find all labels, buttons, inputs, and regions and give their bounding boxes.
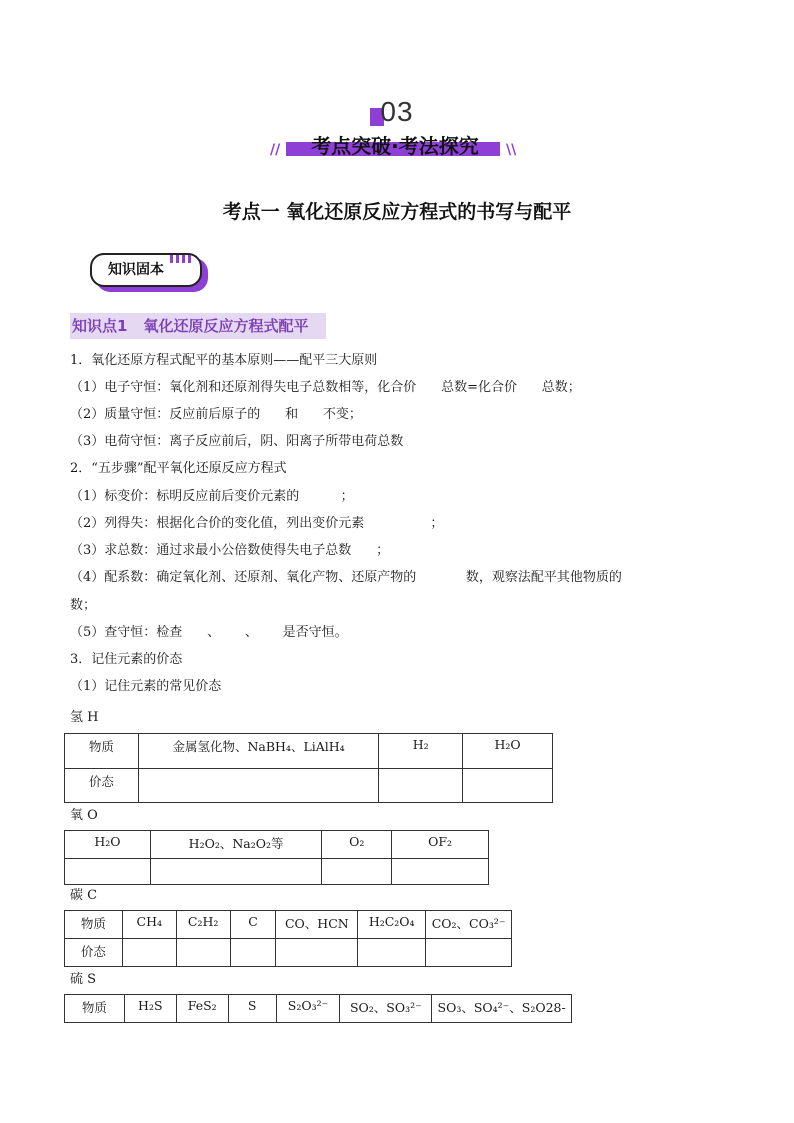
table-cell: 物质 <box>65 911 123 939</box>
table-cell <box>138 769 378 803</box>
table-cell: 金属氢化物、NaBH₄、LiAlH₄ <box>138 734 378 769</box>
element-label-sulfur: 硫 S <box>70 972 97 987</box>
banner-title: 考点突破·考法探究 <box>311 134 479 158</box>
body-line: 2．“五步骤”配平氧化还原反应方程式 <box>70 461 287 476</box>
body-line: （1）标变价：标明反应前后变价元素的 ； <box>70 489 354 504</box>
table-cell: CO₂、CO₃²⁻ <box>426 911 512 939</box>
table-cell <box>463 769 553 803</box>
table-cell: C₂H₂ <box>176 911 230 939</box>
table-cell: O₂ <box>322 831 392 859</box>
table-cell <box>150 859 322 885</box>
badge-ticks-icon <box>170 248 200 256</box>
table-cell: OF₂ <box>392 831 489 859</box>
oxygen-table <box>64 830 489 885</box>
body-line: 数； <box>70 598 97 613</box>
element-label-hydrogen: 氢 H <box>70 710 99 725</box>
banner-slash-right-icon: \\ <box>506 142 517 158</box>
element-label-carbon: 碳 C <box>70 888 98 903</box>
knowledge-point-number: 知识点1 <box>72 317 128 335</box>
table-cell <box>230 939 276 967</box>
table-cell <box>276 939 358 967</box>
body-line: （5）查守恒：检查 、 、 是否守恒。 <box>70 625 348 640</box>
table-cell: S₂O₃²⁻ <box>276 995 340 1023</box>
body-line: （1）电子守恒：氧化剂和还原剂得失电子总数相等，化合价 总数=化合价 总数； <box>70 380 581 395</box>
table-cell: 物质 <box>65 734 139 769</box>
carbon-table <box>64 910 512 967</box>
table-cell <box>322 859 392 885</box>
table-cell <box>392 859 489 885</box>
table-cell: H₂O <box>65 831 151 859</box>
body-line: （1）记住元素的常见价态 <box>70 679 222 694</box>
knowledge-point-title: 氧化还原反应方程式配平 <box>143 317 309 335</box>
banner-slash-left-icon: // <box>270 142 281 158</box>
table-cell: H₂ <box>379 734 463 769</box>
body-line: （2）列得失：根据化合价的变化值，列出变价元素 ； <box>70 516 444 531</box>
table-cell: H₂C₂O₄ <box>358 911 426 939</box>
body-line: 1．氧化还原方程式配平的基本原则——配平三大原则 <box>70 353 378 368</box>
table-cell: H₂O₂、Na₂O₂等 <box>150 831 322 859</box>
table-cell: CH₄ <box>122 911 176 939</box>
body-line: （3）电荷守恒：离子反应前后，阴、阳离子所带电荷总数 <box>70 434 404 449</box>
knowledge-point-heading <box>70 313 326 339</box>
table-cell: 价态 <box>65 769 139 803</box>
table-cell <box>426 939 512 967</box>
sulfur-table <box>64 994 572 1023</box>
table-cell <box>122 939 176 967</box>
table-cell: SO₂、SO₃²⁻ <box>340 995 432 1023</box>
table-cell: S <box>228 995 276 1023</box>
knowledge-badge: 知识固本 <box>90 253 202 287</box>
body-line: （2）质量守恒：反应前后原子的 和 不变； <box>70 407 362 422</box>
element-label-oxygen: 氧 O <box>70 808 98 823</box>
table-cell: C <box>230 911 276 939</box>
hydrogen-table <box>64 733 553 803</box>
table-cell <box>379 769 463 803</box>
table-cell: 物质 <box>65 995 125 1023</box>
table-cell: FeS₂ <box>176 995 228 1023</box>
table-cell <box>358 939 426 967</box>
body-line: （3）求总数：通过求最小公倍数使得失电子总数 ； <box>70 543 390 558</box>
table-cell <box>176 939 230 967</box>
table-cell: CO、HCN <box>276 911 358 939</box>
table-cell <box>65 859 151 885</box>
topic-title: 考点一 氧化还原反应方程式的书写与配平 <box>222 201 572 223</box>
table-cell: H₂O <box>463 734 553 769</box>
section-number: 03 <box>380 96 414 127</box>
table-cell: SO₃、SO₄²⁻、S₂O28- <box>432 995 572 1023</box>
body-line: （4）配系数：确定氧化剂、还原剂、氧化产物、还原产物的 数，观察法配平其他物质的 <box>70 570 622 585</box>
table-cell: 价态 <box>65 939 123 967</box>
section-banner <box>270 130 520 162</box>
table-cell: H₂S <box>124 995 176 1023</box>
body-line: 3．记住元素的价态 <box>70 652 183 667</box>
